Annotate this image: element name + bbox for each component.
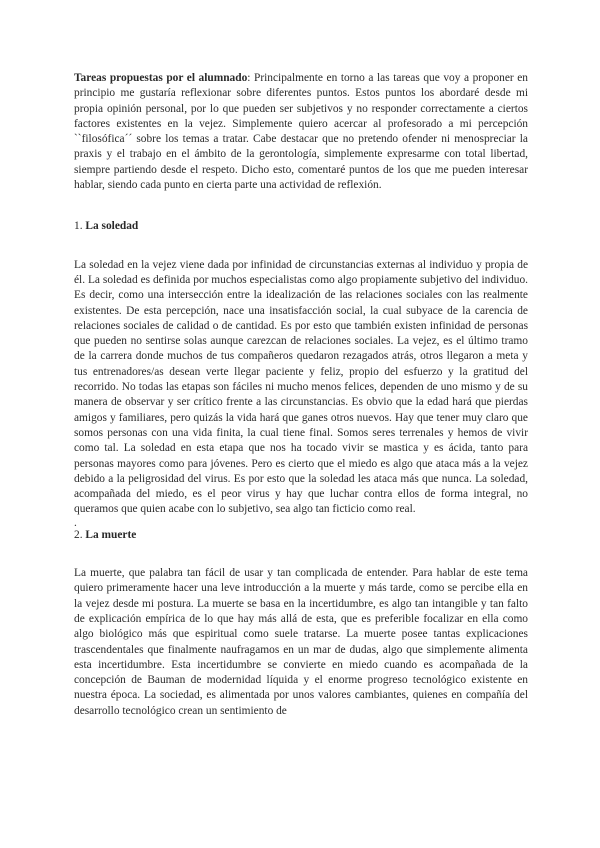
intro-lead: Tareas propuestas por el alumnado <box>74 72 248 84</box>
section-title: La soledad <box>85 220 139 233</box>
section-body-muerte: La muerte, que palabra tan fácil de usar y tan complicada de entender. Para hablar de este tema quiero primeramente hacer una leve introducción a la muerte y más tarde, como se percibe ella en la vejez desde mi postura. La muerte se basa en la incertidumbre, es algo tan intangible y tan falto de explicación empírica de lo que hay más allá de esta, que es preferible focalizar en ella como algo biológico más que espiritual como suele tratarse. La muerte posee tantas explicaciones trascendentales que finalmente naufragamos en un mar de dudas, algo que simplemente alimenta esta incertidumbre. Esta incertidumbre se convierte en miedo cuando es acompañada de la concepción de Bauman de modernidad líquida y el enorme progreso tecnológico existente en nuestra época. La sociedad, es alimentada por unos valores cambiantes, quienes en compañía del desarrollo tecnológico crean un sentimiento de <box>74 567 528 717</box>
section-heading-soledad <box>74 219 528 234</box>
stray-mark: . <box>74 516 77 529</box>
intro-text: : Principalmente en torno a las tareas que voy a proponer en principio me gustaría reflexionar sobre diferentes puntos. Estos puntos los abordaré desde mi propia opinión personal, por lo que pueden ser subjetivos y no responder correctamente a ciertos factores existentes en la vejez. Simplemente quiero acercar al profesorado a mi percepción ``filosófica´´ sobre los temas a tratar. Cabe destacar que no pretendo ofender ni menospreciar la praxis y el trabajo en el ámbito de la gerontología, simplemente expresarme con total libertad, siempre partiendo desde el respeto. Dicho esto, comentaré puntos de los que me pueden interesar hablar, siendo cada punto en cierta parte una actividad de reflexión. <box>74 72 528 192</box>
section-heading-muerte <box>74 528 528 543</box>
section-number: 1. <box>74 220 83 233</box>
intro-paragraph <box>74 71 528 193</box>
section-title: La muerte <box>85 528 137 541</box>
document-page <box>74 71 528 719</box>
section-body-soledad: La soledad en la vejez viene dada por infinidad de circunstancias externas al individuo y propia de él. La soledad es definida por muchos especialistas como algo propiamente subjetivo del individuo. Es decir, como una intersección entre la idealización de las relaciones sociales con las realmente existentes. De esta percepción, nace una insatisfacción social, la cual subyace de la carencia de relaciones sociales de calidad o de cantidad. Es por esto que también existen infinidad de personas que pueden no sentirse solas aunque carezcan de relaciones sociales. La vejez, es el último tramo de la carrera donde muchos de tus compañeros quedaron rezagados atrás, otros llegaron a meta y tus entrenadores/as desean verte llegar paciente y feliz, propio del esfuerzo y la gratitud del recorrido. No todas las etapas son fáciles ni mucho menos felices, dependen de uno mismo y de su manera de observar y ser crítico frente a las circunstancias. Es obvio que la edad hará que pierdas amigos y familiares, pero quizás la vida hará que ganes otros nuevos. Hay que tener muy claro que somos personas con una vida finita, la cual tiene final. Somos seres terrenales y hemos de vivir como tal. La soledad en esta etapa que nos ha tocado vivir se mastica y es ácida, tanto para personas mayores como para jóvenes. Pero es cierto que el miedo es algo que ataca más a la vejez debido a la peligrosidad del virus. Es por esto que la soledad les ataca más que nunca. La soledad, acompañada del miedo, es el peor virus y hay que luchar contra ellos de forma integral, no queramos que quien acabe con lo subjetivo, sea algo tan ficticio como real. <box>74 258 528 516</box>
section-number: 2. <box>74 528 83 541</box>
